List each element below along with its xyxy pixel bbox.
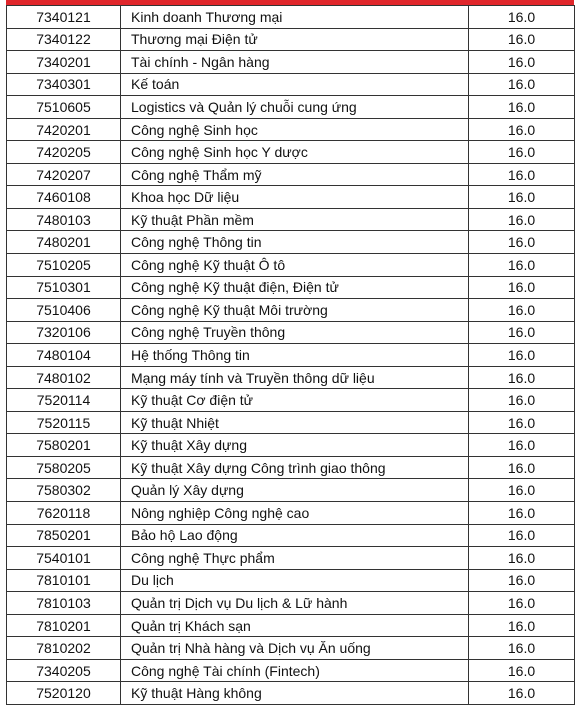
score-cell: 16.0	[469, 547, 575, 570]
major-code-cell: 7480103	[7, 208, 121, 231]
major-code-cell: 7460108	[7, 186, 121, 209]
table-row	[7, 276, 575, 299]
table-row	[7, 389, 575, 412]
admissions-score-table	[6, 5, 575, 705]
major-code-cell: 7480104	[7, 344, 121, 367]
table-row	[7, 637, 575, 660]
score-cell: 16.0	[469, 637, 575, 660]
score-cell: 16.0	[469, 276, 575, 299]
score-cell: 16.0	[469, 321, 575, 344]
major-name-cell: Kế toán	[121, 73, 469, 96]
major-code-cell: 7580302	[7, 479, 121, 502]
major-name-cell: Kỹ thuật Cơ điện tử	[121, 389, 469, 412]
major-name-cell: Quản lý Xây dựng	[121, 479, 469, 502]
major-code-cell: 7480201	[7, 231, 121, 254]
major-name-cell: Công nghệ Kỹ thuật điện, Điện tử	[121, 276, 469, 299]
major-name-cell: Bảo hộ Lao động	[121, 524, 469, 547]
table-row	[7, 96, 575, 119]
table-row	[7, 547, 575, 570]
score-cell: 16.0	[469, 299, 575, 322]
major-name-cell: Kinh doanh Thương mại	[121, 6, 469, 29]
score-cell: 16.0	[469, 682, 575, 705]
major-code-cell: 7810101	[7, 569, 121, 592]
major-name-cell: Nông nghiệp Công nghệ cao	[121, 502, 469, 525]
major-name-cell: Logistics và Quản lý chuỗi cung ứng	[121, 96, 469, 119]
major-code-cell: 7810202	[7, 637, 121, 660]
table-row	[7, 366, 575, 389]
major-name-cell: Công nghệ Sinh học	[121, 118, 469, 141]
table-row	[7, 569, 575, 592]
major-code-cell: 7420201	[7, 118, 121, 141]
score-cell: 16.0	[469, 141, 575, 164]
major-name-cell: Công nghệ Sinh học Y dược	[121, 141, 469, 164]
major-code-cell: 7520115	[7, 411, 121, 434]
score-cell: 16.0	[469, 186, 575, 209]
major-name-cell: Công nghệ Tài chính (Fintech)	[121, 659, 469, 682]
major-name-cell: Quản trị Dịch vụ Du lịch & Lữ hành	[121, 592, 469, 615]
score-cell: 16.0	[469, 366, 575, 389]
table-row	[7, 231, 575, 254]
table-row	[7, 524, 575, 547]
major-name-cell: Công nghệ Kỹ thuật Môi trường	[121, 299, 469, 322]
major-code-cell: 7510406	[7, 299, 121, 322]
major-name-cell: Thương mại Điện tử	[121, 28, 469, 51]
major-code-cell: 7420207	[7, 163, 121, 186]
major-code-cell: 7580205	[7, 456, 121, 479]
table-row	[7, 659, 575, 682]
major-name-cell: Công nghệ Kỹ thuật Ô tô	[121, 254, 469, 277]
table-row	[7, 163, 575, 186]
major-code-cell: 7340205	[7, 659, 121, 682]
major-code-cell: 7580201	[7, 434, 121, 457]
major-code-cell: 7520120	[7, 682, 121, 705]
score-cell: 16.0	[469, 434, 575, 457]
table-row	[7, 411, 575, 434]
table-row	[7, 73, 575, 96]
score-cell: 16.0	[469, 73, 575, 96]
table-row	[7, 592, 575, 615]
major-code-cell: 7510205	[7, 254, 121, 277]
major-name-cell: Mạng máy tính và Truyền thông dữ liệu	[121, 366, 469, 389]
major-name-cell: Công nghệ Thông tin	[121, 231, 469, 254]
table-row	[7, 186, 575, 209]
major-code-cell: 7480102	[7, 366, 121, 389]
major-code-cell: 7420205	[7, 141, 121, 164]
table-row	[7, 299, 575, 322]
table-row	[7, 118, 575, 141]
score-cell: 16.0	[469, 96, 575, 119]
table-row	[7, 6, 575, 29]
major-code-cell: 7510301	[7, 276, 121, 299]
table-row	[7, 682, 575, 705]
score-cell: 16.0	[469, 614, 575, 637]
table-row	[7, 614, 575, 637]
score-cell: 16.0	[469, 389, 575, 412]
table-row	[7, 456, 575, 479]
major-code-cell: 7510605	[7, 96, 121, 119]
score-cell: 16.0	[469, 51, 575, 74]
major-code-cell: 7620118	[7, 502, 121, 525]
score-cell: 16.0	[469, 254, 575, 277]
table-row	[7, 321, 575, 344]
score-cell: 16.0	[469, 524, 575, 547]
major-name-cell: Kỹ thuật Phần mềm	[121, 208, 469, 231]
table-row	[7, 434, 575, 457]
major-code-cell: 7520114	[7, 389, 121, 412]
score-cell: 16.0	[469, 344, 575, 367]
table-row	[7, 254, 575, 277]
table-row	[7, 51, 575, 74]
major-code-cell: 7340301	[7, 73, 121, 96]
score-cell: 16.0	[469, 479, 575, 502]
major-code-cell: 7540101	[7, 547, 121, 570]
major-name-cell: Du lịch	[121, 569, 469, 592]
table-row	[7, 208, 575, 231]
score-cell: 16.0	[469, 163, 575, 186]
major-code-cell: 7320106	[7, 321, 121, 344]
major-code-cell: 7340122	[7, 28, 121, 51]
table-row	[7, 479, 575, 502]
table-row	[7, 28, 575, 51]
score-cell: 16.0	[469, 6, 575, 29]
major-name-cell: Hệ thống Thông tin	[121, 344, 469, 367]
major-name-cell: Kỹ thuật Hàng không	[121, 682, 469, 705]
score-cell: 16.0	[469, 231, 575, 254]
major-name-cell: Công nghệ Truyền thông	[121, 321, 469, 344]
major-name-cell: Kỹ thuật Nhiệt	[121, 411, 469, 434]
score-cell: 16.0	[469, 502, 575, 525]
table-body	[7, 6, 575, 705]
score-cell: 16.0	[469, 659, 575, 682]
major-name-cell: Tài chính - Ngân hàng	[121, 51, 469, 74]
score-cell: 16.0	[469, 118, 575, 141]
major-name-cell: Quản trị Nhà hàng và Dịch vụ Ăn uống	[121, 637, 469, 660]
score-cell: 16.0	[469, 569, 575, 592]
major-name-cell: Công nghệ Thực phẩm	[121, 547, 469, 570]
major-code-cell: 7810201	[7, 614, 121, 637]
major-name-cell: Khoa học Dữ liệu	[121, 186, 469, 209]
major-name-cell: Kỹ thuật Xây dựng Công trình giao thông	[121, 456, 469, 479]
major-code-cell: 7810103	[7, 592, 121, 615]
major-code-cell: 7850201	[7, 524, 121, 547]
table-row	[7, 502, 575, 525]
score-cell: 16.0	[469, 411, 575, 434]
table-row	[7, 344, 575, 367]
major-name-cell: Công nghệ Thẩm mỹ	[121, 163, 469, 186]
major-name-cell: Quản trị Khách sạn	[121, 614, 469, 637]
major-name-cell: Kỹ thuật Xây dựng	[121, 434, 469, 457]
major-code-cell: 7340121	[7, 6, 121, 29]
score-cell: 16.0	[469, 28, 575, 51]
major-code-cell: 7340201	[7, 51, 121, 74]
score-cell: 16.0	[469, 208, 575, 231]
score-cell: 16.0	[469, 592, 575, 615]
score-cell: 16.0	[469, 456, 575, 479]
table-row	[7, 141, 575, 164]
